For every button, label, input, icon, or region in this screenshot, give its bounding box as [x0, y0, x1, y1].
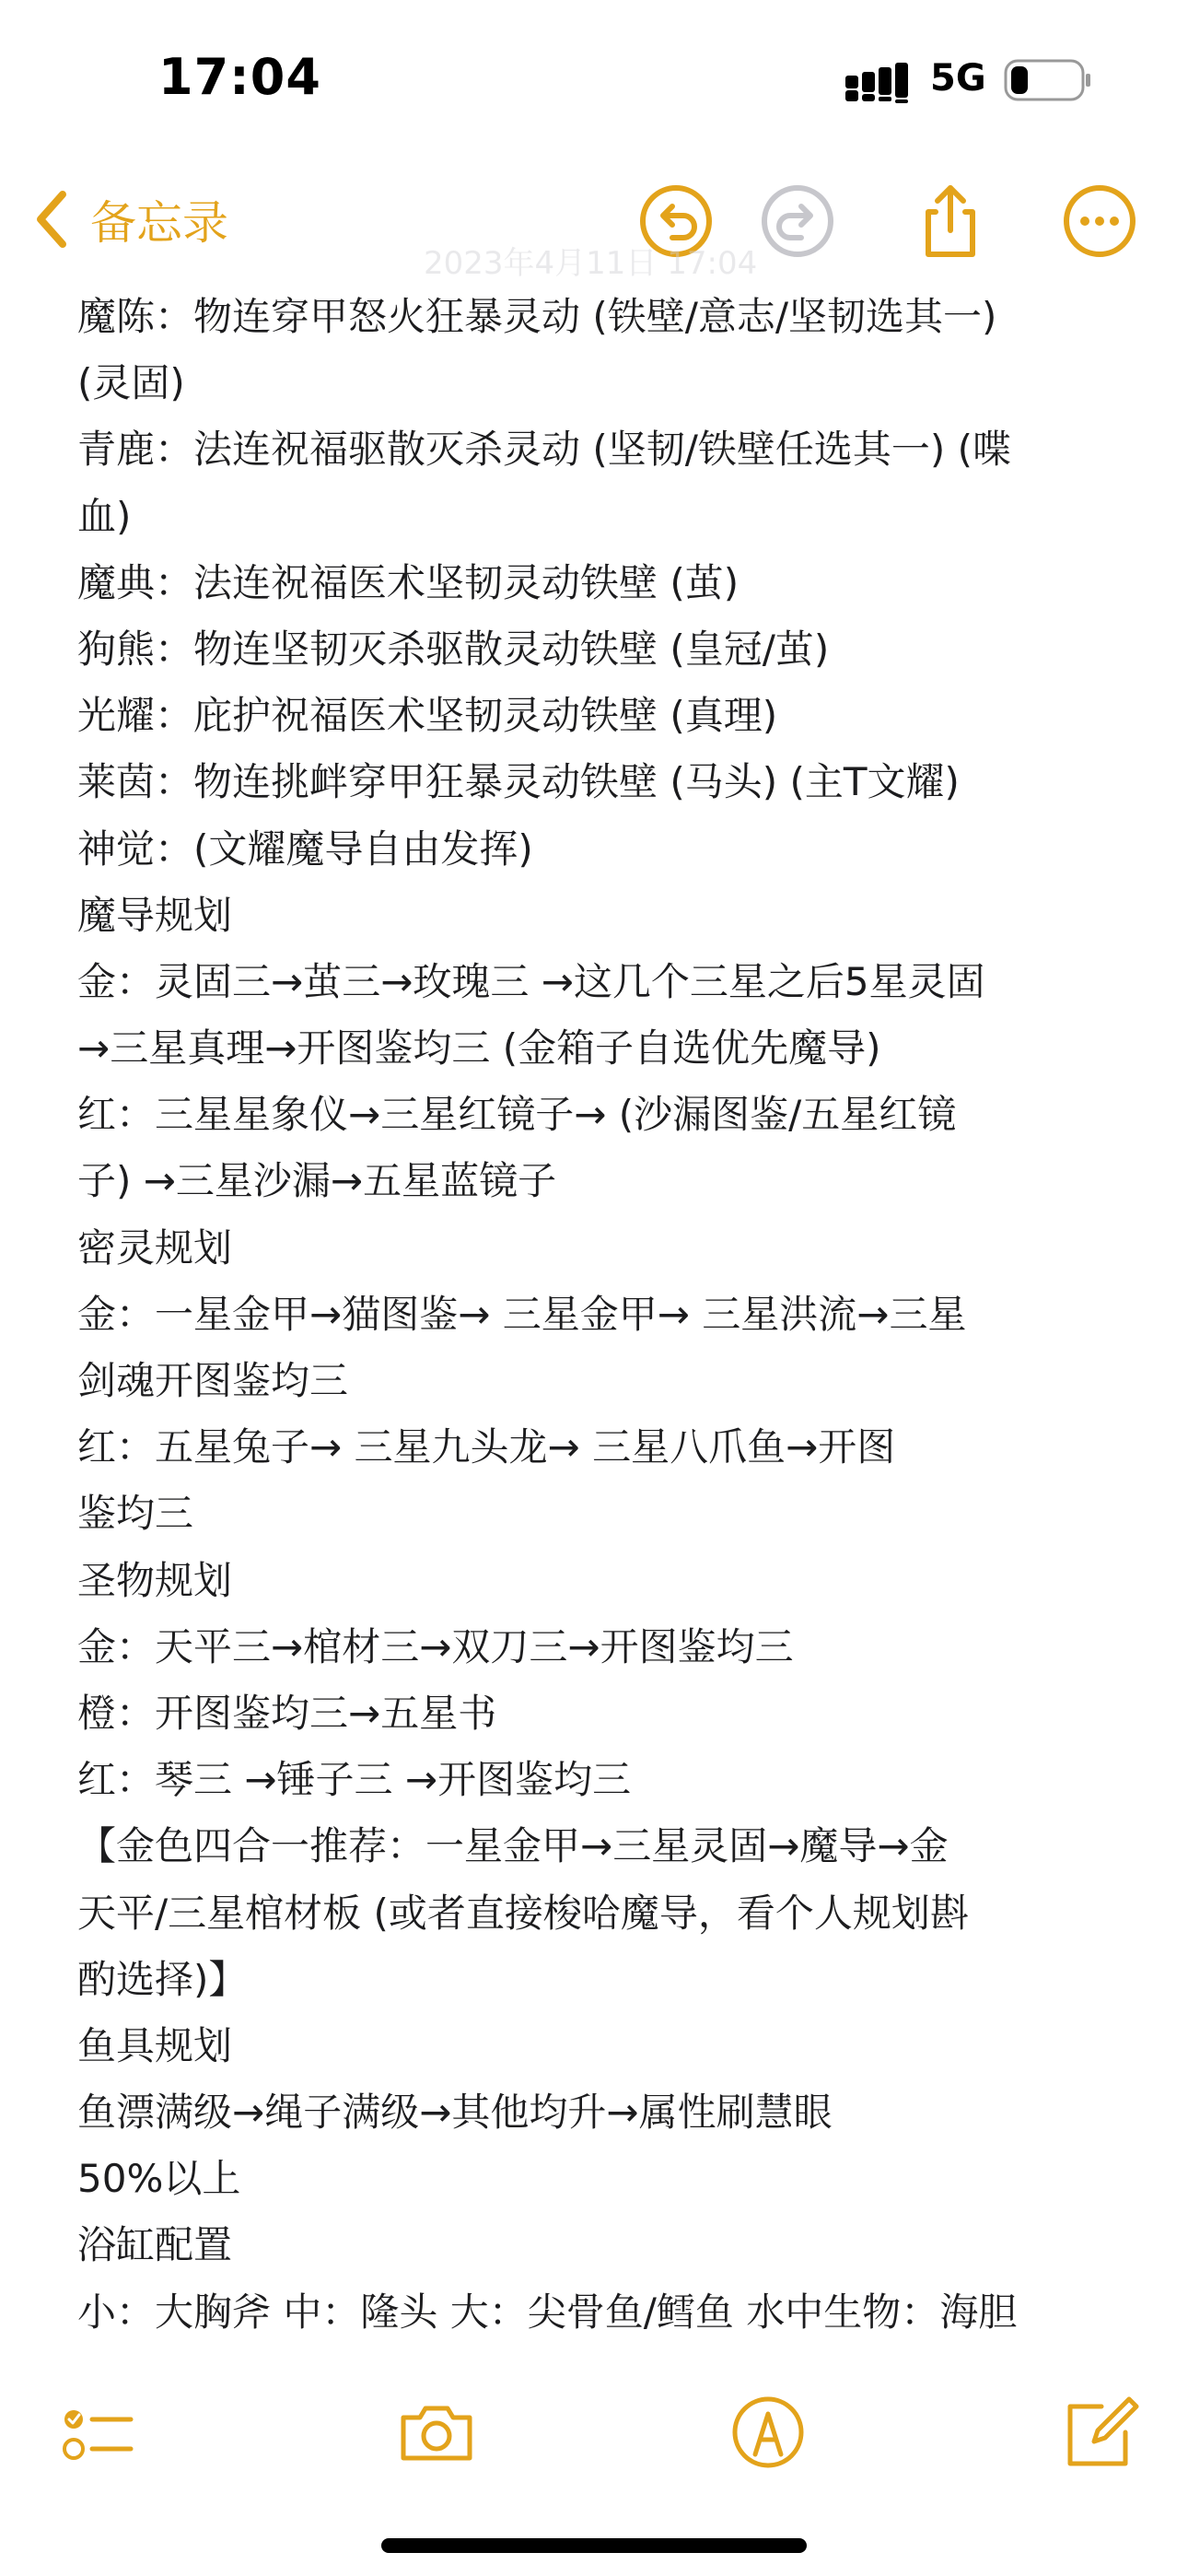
note-line: 鱼具规划 [77, 2022, 233, 2068]
note-line: 浴缸配置 [77, 2222, 233, 2268]
note-date-header: 2023年4月11日 17:04 [424, 245, 758, 282]
note-line: 橙：开图鉴均三→五星书 [77, 1690, 497, 1736]
note-line: 【金色四合一推荐：一星金甲→三星灵固→魔导→金 [77, 1823, 949, 1869]
markup-icon[interactable] [726, 2390, 810, 2475]
home-indicator [381, 2538, 807, 2553]
note-line: 子) →三星沙漏→五星蓝镜子 [77, 1158, 557, 1204]
note-line: 密灵规划 [77, 1224, 233, 1270]
redo-icon[interactable] [759, 182, 836, 260]
note-line: 血) [77, 493, 132, 539]
more-icon[interactable] [1061, 182, 1138, 260]
note-line: 莱茵：物连挑衅穿甲狂暴灵动铁壁 (马头) (主T文耀) [77, 759, 960, 805]
camera-icon[interactable] [394, 2390, 479, 2475]
note-line: 魔典：法连祝福医术坚韧灵动铁壁 (茧) [77, 559, 740, 605]
note-line: 50%以上 [77, 2156, 241, 2202]
note-line: 神觉：(文耀魔导自由发挥) [77, 825, 533, 872]
note-line: 剑魂开图鉴均三 [77, 1358, 349, 1403]
back-label: 备忘录 [90, 196, 228, 250]
checklist-icon[interactable] [53, 2390, 138, 2475]
network-label: 5G [930, 57, 986, 100]
note-line: 金：一星金甲→猫图鉴→ 三星金甲→ 三星洪流→三星 [77, 1291, 967, 1337]
note-line: (灵固) [77, 360, 185, 406]
compose-icon[interactable] [1057, 2390, 1142, 2475]
share-icon[interactable] [912, 182, 989, 260]
note-line: 鱼漂满级→绳子满级→其他均升→属性刷慧眼 [77, 2090, 833, 2136]
note-line: 酌选择)】 [77, 1956, 248, 2002]
bottom-toolbar [0, 2377, 1188, 2488]
chevron-left-icon [33, 189, 70, 250]
note-line: 鉴均三 [77, 1491, 194, 1537]
note-line: 狗熊：物连坚韧灭杀驱散灵动铁壁 (皇冠/茧) [77, 626, 830, 672]
note-line: 金：灵固三→茧三→玫瑰三 →这几个三星之后5星灵固 [77, 958, 985, 1004]
back-button[interactable] [33, 182, 228, 256]
signal-icon [845, 63, 917, 103]
battery-icon [1004, 59, 1092, 101]
status-time: 17:04 [158, 48, 321, 106]
note-line: 小：大胸斧 中：隆头 大：尖骨鱼/鳕鱼 水中生物：海胆 [77, 2289, 1018, 2335]
note-line: 天平/三星棺材板 (或者直接梭哈魔导，看个人规划斟 [77, 1890, 969, 1936]
note-line: →三星真理→开图鉴均三 (金箱子自选优先魔导) [77, 1025, 881, 1071]
note-line: 金：天平三→棺材三→双刀三→开图鉴均三 [77, 1623, 794, 1669]
note-line: 光耀：庇护祝福医术坚韧灵动铁壁 (真理) [77, 693, 778, 739]
note-line: 魔陈：物连穿甲怒火狂暴灵动 (铁壁/意志/坚韧选其一) [77, 294, 997, 339]
note-line: 圣物规划 [77, 1557, 233, 1603]
status-bar [0, 0, 1188, 166]
note-line: 红：三星星象仪→三星红镜子→ (沙漏图鉴/五星红镜 [77, 1092, 957, 1138]
note-body[interactable] [77, 284, 1127, 2348]
note-line: 魔导规划 [77, 892, 233, 938]
note-line: 红：琴三 →锤子三 →开图鉴均三 [77, 1757, 632, 1803]
note-line: 青鹿：法连祝福驱散灭杀灵动 (坚韧/铁壁任选其一) (喋 [77, 427, 1012, 473]
note-line: 红：五星兔子→ 三星九头龙→ 三星八爪鱼→开图 [77, 1424, 896, 1470]
